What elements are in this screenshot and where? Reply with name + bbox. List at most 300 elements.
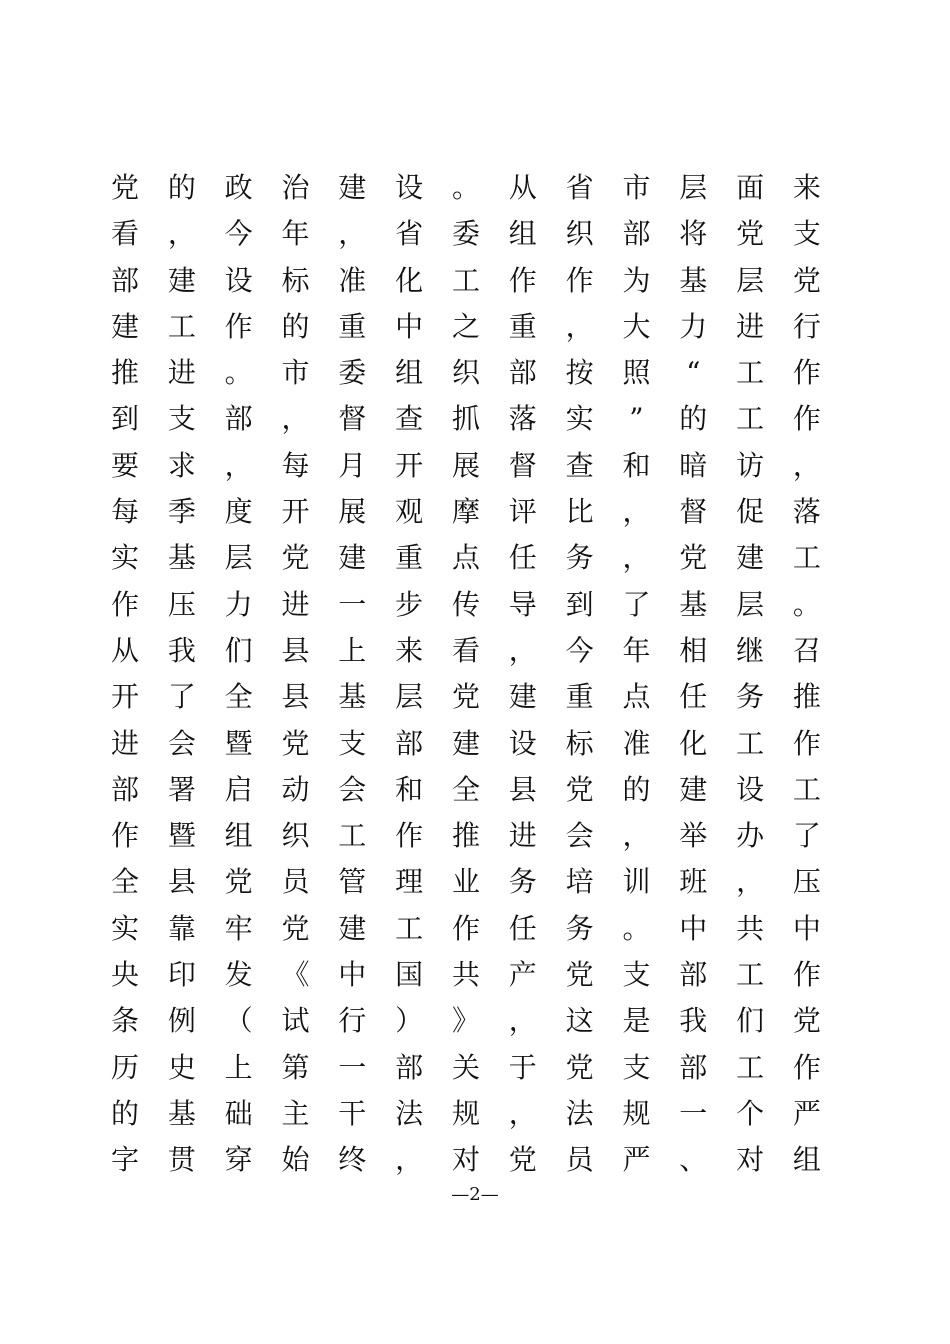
- character: 党: [736, 217, 765, 251]
- character: 部: [395, 726, 424, 760]
- character: 暨: [224, 726, 253, 760]
- character: 》: [451, 1004, 480, 1038]
- character: 工: [736, 958, 765, 992]
- character: 的: [679, 402, 708, 436]
- character: 始: [281, 1143, 310, 1177]
- character: 市: [281, 356, 310, 390]
- character: 求: [167, 448, 196, 482]
- character: 县: [167, 865, 196, 899]
- character: 工: [451, 263, 480, 297]
- character: 组: [508, 217, 537, 251]
- text-line: [110, 1091, 822, 1137]
- character: 共: [451, 958, 480, 992]
- character: 我: [167, 633, 196, 667]
- character: 全: [451, 772, 480, 806]
- character: 作: [224, 309, 253, 343]
- character: 作: [451, 911, 480, 945]
- character: 建: [338, 171, 367, 204]
- character: 关: [451, 1050, 480, 1084]
- character: 推: [451, 819, 480, 853]
- character: 来: [792, 171, 821, 204]
- character: 到: [565, 587, 594, 621]
- character: 作: [792, 1050, 821, 1084]
- text-line: [110, 165, 822, 211]
- character: 落: [508, 402, 537, 436]
- character: 导: [508, 587, 537, 621]
- character: 政: [224, 171, 253, 204]
- text-line: [110, 443, 822, 489]
- character: 大: [622, 309, 651, 343]
- character: 层: [224, 541, 253, 575]
- character: 任: [508, 911, 537, 945]
- character: 历: [110, 1050, 139, 1084]
- character: 工: [792, 772, 821, 806]
- character: 传: [451, 587, 480, 621]
- character: 标: [281, 263, 310, 297]
- character: 上: [338, 633, 367, 667]
- character: 的: [622, 772, 651, 806]
- character: 一: [679, 1096, 708, 1130]
- character: 会: [338, 772, 367, 806]
- text-line: [110, 258, 822, 304]
- character: 党: [679, 541, 708, 575]
- character: 部: [110, 772, 139, 806]
- character: 重: [565, 680, 594, 714]
- character: 委: [451, 217, 480, 251]
- character: 力: [224, 587, 253, 621]
- character: 督: [508, 448, 537, 482]
- character: （: [224, 1004, 253, 1038]
- character: 的: [167, 171, 196, 204]
- character: 工: [736, 1050, 765, 1084]
- character: 会: [167, 726, 196, 760]
- character: 党: [565, 958, 594, 992]
- character: 基: [679, 263, 708, 297]
- character: 标: [565, 726, 594, 760]
- character: 摩: [451, 495, 480, 529]
- character: 进: [110, 726, 139, 760]
- character: ，: [622, 495, 651, 529]
- character: 建: [736, 541, 765, 575]
- character: 省: [565, 171, 594, 204]
- character: 。: [792, 587, 821, 621]
- character: 召: [792, 633, 821, 667]
- character: 个: [736, 1096, 765, 1130]
- character: 查: [395, 402, 424, 436]
- character: ，: [224, 448, 253, 482]
- character: 到: [110, 402, 139, 436]
- character: 看: [451, 633, 480, 667]
- character: 党: [281, 911, 310, 945]
- character: 今: [224, 217, 253, 251]
- character: ）: [395, 1004, 424, 1038]
- character: 支: [622, 958, 651, 992]
- character: 对: [736, 1143, 765, 1177]
- character: 为: [622, 263, 651, 297]
- character: 设: [224, 263, 253, 297]
- character: 部: [395, 1050, 424, 1084]
- character: 建: [338, 541, 367, 575]
- character: ，: [508, 1004, 537, 1038]
- character: 展: [338, 495, 367, 529]
- character: 发: [224, 958, 253, 992]
- character: 党: [281, 541, 310, 575]
- character: 层: [679, 171, 708, 204]
- character: 终: [338, 1143, 367, 1177]
- character: 部: [622, 217, 651, 251]
- character: 工: [736, 726, 765, 760]
- character: 建: [110, 309, 139, 343]
- character: 史: [167, 1050, 196, 1084]
- character: 继: [736, 633, 765, 667]
- character: 进: [281, 587, 310, 621]
- character: ，: [338, 217, 367, 251]
- character: 基: [167, 1096, 196, 1130]
- character: 展: [451, 448, 480, 482]
- character: 印: [167, 958, 196, 992]
- character: 、: [679, 1143, 708, 1177]
- character: 部: [110, 263, 139, 297]
- character: 作: [508, 263, 537, 297]
- character: 准: [622, 726, 651, 760]
- character: 党: [224, 865, 253, 899]
- character: 重: [338, 309, 367, 343]
- text-line: [110, 1045, 822, 1091]
- character: 们: [224, 633, 253, 667]
- character: 建: [338, 911, 367, 945]
- character: 要: [110, 448, 139, 482]
- character: 每: [281, 448, 310, 482]
- character: 推: [110, 356, 139, 390]
- character: 查: [565, 448, 594, 482]
- character: 产: [508, 958, 537, 992]
- character: 开: [110, 680, 139, 714]
- character: 看: [110, 217, 139, 251]
- character: 。: [622, 911, 651, 945]
- character: 督: [338, 402, 367, 436]
- character: 和: [395, 772, 424, 806]
- character: 县: [281, 680, 310, 714]
- character: 县: [281, 633, 310, 667]
- character: 组: [224, 819, 253, 853]
- character: 将: [679, 217, 708, 251]
- character: 们: [736, 1004, 765, 1038]
- character: 织: [451, 356, 480, 390]
- character: 业: [451, 865, 480, 899]
- character: 促: [736, 495, 765, 529]
- text-line: [110, 535, 822, 581]
- character: 员: [281, 865, 310, 899]
- character: 市: [622, 171, 651, 204]
- character: 是: [622, 1004, 651, 1038]
- character: 条: [110, 1004, 139, 1038]
- character: 工: [338, 819, 367, 853]
- character: 暨: [167, 819, 196, 853]
- character: 化: [395, 263, 424, 297]
- character: 实: [565, 402, 594, 436]
- character: 例: [167, 1004, 196, 1038]
- character: 训: [622, 865, 651, 899]
- character: 开: [395, 448, 424, 482]
- character: 严: [792, 1096, 821, 1130]
- text-line: [110, 211, 822, 257]
- character: 署: [167, 772, 196, 806]
- character: 了: [167, 680, 196, 714]
- character: ，: [565, 309, 594, 343]
- text-line: [110, 1137, 822, 1183]
- character: 县: [508, 772, 537, 806]
- character: 字: [110, 1143, 139, 1177]
- character: 干: [338, 1096, 367, 1130]
- character: 支: [622, 1050, 651, 1084]
- character: 务: [565, 911, 594, 945]
- body-text: [110, 165, 822, 1184]
- character: 基: [679, 587, 708, 621]
- character: 抓: [451, 402, 480, 436]
- character: 法: [395, 1096, 424, 1130]
- character: ，: [281, 402, 310, 436]
- character: 落: [792, 495, 821, 529]
- character: “: [686, 356, 701, 390]
- character: 基: [167, 541, 196, 575]
- text-line: [110, 489, 822, 535]
- character: 班: [679, 865, 708, 899]
- character: 度: [224, 495, 253, 529]
- character: 了: [622, 587, 651, 621]
- character: 部: [679, 1050, 708, 1084]
- page-number: —2—: [451, 1184, 499, 1205]
- character: 规: [451, 1096, 480, 1130]
- character: 月: [338, 448, 367, 482]
- character: 于: [508, 1050, 537, 1084]
- character: 会: [565, 819, 594, 853]
- character: 任: [679, 680, 708, 714]
- character: 点: [622, 680, 651, 714]
- character: 照: [622, 356, 651, 390]
- character: 全: [224, 680, 253, 714]
- character: 共: [736, 911, 765, 945]
- character: 比: [565, 495, 594, 529]
- character: 行: [792, 309, 821, 343]
- text-line: [110, 721, 822, 767]
- character: 建: [679, 772, 708, 806]
- character: 基: [338, 680, 367, 714]
- text-line: [110, 952, 822, 998]
- character: 从: [508, 171, 537, 204]
- text-line: [110, 396, 822, 442]
- character: 办: [736, 819, 765, 853]
- character: 治: [281, 171, 310, 204]
- character: 一: [338, 1050, 367, 1084]
- character: 党: [110, 171, 139, 204]
- character: 础: [224, 1096, 253, 1130]
- character: ”: [629, 402, 644, 436]
- character: ，: [508, 1096, 537, 1130]
- character: 面: [736, 171, 765, 204]
- character: 作: [110, 587, 139, 621]
- character: 。: [451, 171, 480, 204]
- character: 访: [736, 448, 765, 482]
- character: 按: [565, 356, 594, 390]
- character: 工: [736, 402, 765, 436]
- character: 了: [792, 819, 821, 853]
- character: 开: [281, 495, 310, 529]
- character: 这: [565, 1004, 594, 1038]
- character: 进: [167, 356, 196, 390]
- character: 支: [792, 217, 821, 251]
- character: 中: [395, 309, 424, 343]
- text-line: [110, 767, 822, 813]
- character: 年: [622, 633, 651, 667]
- character: 重: [395, 541, 424, 575]
- character: ，: [622, 819, 651, 853]
- character: 工: [736, 356, 765, 390]
- character: 务: [508, 865, 537, 899]
- character: 建: [451, 726, 480, 760]
- character: 规: [622, 1096, 651, 1130]
- character: 设: [508, 726, 537, 760]
- text-line: [110, 304, 822, 350]
- character: 的: [110, 1096, 139, 1130]
- character: 观: [395, 495, 424, 529]
- character: 作: [792, 402, 821, 436]
- character: 的: [281, 309, 310, 343]
- character: ，: [395, 1143, 424, 1177]
- character: 每: [110, 495, 139, 529]
- character: 实: [110, 911, 139, 945]
- text-line: [110, 628, 822, 674]
- character: 一: [338, 587, 367, 621]
- character: 季: [167, 495, 196, 529]
- character: 员: [565, 1143, 594, 1177]
- character: ，: [792, 448, 821, 482]
- character: 建: [508, 680, 537, 714]
- character: ，: [736, 865, 765, 899]
- character: 省: [395, 217, 424, 251]
- character: 步: [395, 587, 424, 621]
- text-line: [110, 350, 822, 396]
- character: 务: [565, 541, 594, 575]
- character: 作: [110, 819, 139, 853]
- character: 设: [395, 171, 424, 204]
- character: 贯: [167, 1143, 196, 1177]
- character: 组: [395, 356, 424, 390]
- character: 实: [110, 541, 139, 575]
- character: 动: [281, 772, 310, 806]
- character: 管: [338, 865, 367, 899]
- character: 靠: [167, 911, 196, 945]
- character: 《: [281, 958, 310, 992]
- character: 牢: [224, 911, 253, 945]
- character: 相: [679, 633, 708, 667]
- character: 今: [565, 633, 594, 667]
- character: 央: [110, 958, 139, 992]
- character: ，: [167, 217, 196, 251]
- character: 组: [792, 1143, 821, 1177]
- character: 举: [679, 819, 708, 853]
- character: 压: [792, 865, 821, 899]
- character: 工: [167, 309, 196, 343]
- character: 务: [736, 680, 765, 714]
- character: 作: [395, 819, 424, 853]
- character: 作: [792, 958, 821, 992]
- character: 点: [451, 541, 480, 575]
- character: 。: [224, 356, 253, 390]
- character: 上: [224, 1050, 253, 1084]
- character: 主: [281, 1096, 310, 1130]
- character: ，: [622, 541, 651, 575]
- character: 织: [281, 819, 310, 853]
- text-line: [110, 998, 822, 1044]
- character: 之: [451, 309, 480, 343]
- character: 党: [565, 772, 594, 806]
- character: 来: [395, 633, 424, 667]
- character: 支: [338, 726, 367, 760]
- character: 任: [508, 541, 537, 575]
- character: 党: [792, 263, 821, 297]
- character: 评: [508, 495, 537, 529]
- character: 设: [736, 772, 765, 806]
- character: 层: [736, 263, 765, 297]
- character: 作: [792, 356, 821, 390]
- character: 层: [395, 680, 424, 714]
- character: 法: [565, 1096, 594, 1130]
- character: 理: [395, 865, 424, 899]
- character: 委: [338, 356, 367, 390]
- character: 层: [736, 587, 765, 621]
- character: 压: [167, 587, 196, 621]
- text-line: [110, 674, 822, 720]
- character: 党: [508, 1143, 537, 1177]
- text-line: [110, 813, 822, 859]
- character: 准: [338, 263, 367, 297]
- text-line: [110, 582, 822, 628]
- character: 部: [508, 356, 537, 390]
- character: 中: [679, 911, 708, 945]
- character: 建: [167, 263, 196, 297]
- character: 党: [792, 1004, 821, 1038]
- character: 和: [622, 448, 651, 482]
- character: 国: [395, 958, 424, 992]
- character: 部: [224, 402, 253, 436]
- character: 行: [338, 1004, 367, 1038]
- character: ，: [508, 633, 537, 667]
- text-line: [110, 906, 822, 952]
- character: 重: [508, 309, 537, 343]
- character: 推: [792, 680, 821, 714]
- character: 试: [281, 1004, 310, 1038]
- text-line: [110, 859, 822, 905]
- character: 党: [451, 680, 480, 714]
- character: 工: [395, 911, 424, 945]
- character: 督: [679, 495, 708, 529]
- character: 作: [792, 726, 821, 760]
- character: 严: [622, 1143, 651, 1177]
- character: 部: [679, 958, 708, 992]
- character: 我: [679, 1004, 708, 1038]
- character: 支: [167, 402, 196, 436]
- character: 党: [565, 1050, 594, 1084]
- character: 工: [792, 541, 821, 575]
- character: 中: [792, 911, 821, 945]
- character: 第: [281, 1050, 310, 1084]
- character: 从: [110, 633, 139, 667]
- character: 全: [110, 865, 139, 899]
- character: 力: [679, 309, 708, 343]
- character: 中: [338, 958, 367, 992]
- character: 织: [565, 217, 594, 251]
- character: 对: [451, 1143, 480, 1177]
